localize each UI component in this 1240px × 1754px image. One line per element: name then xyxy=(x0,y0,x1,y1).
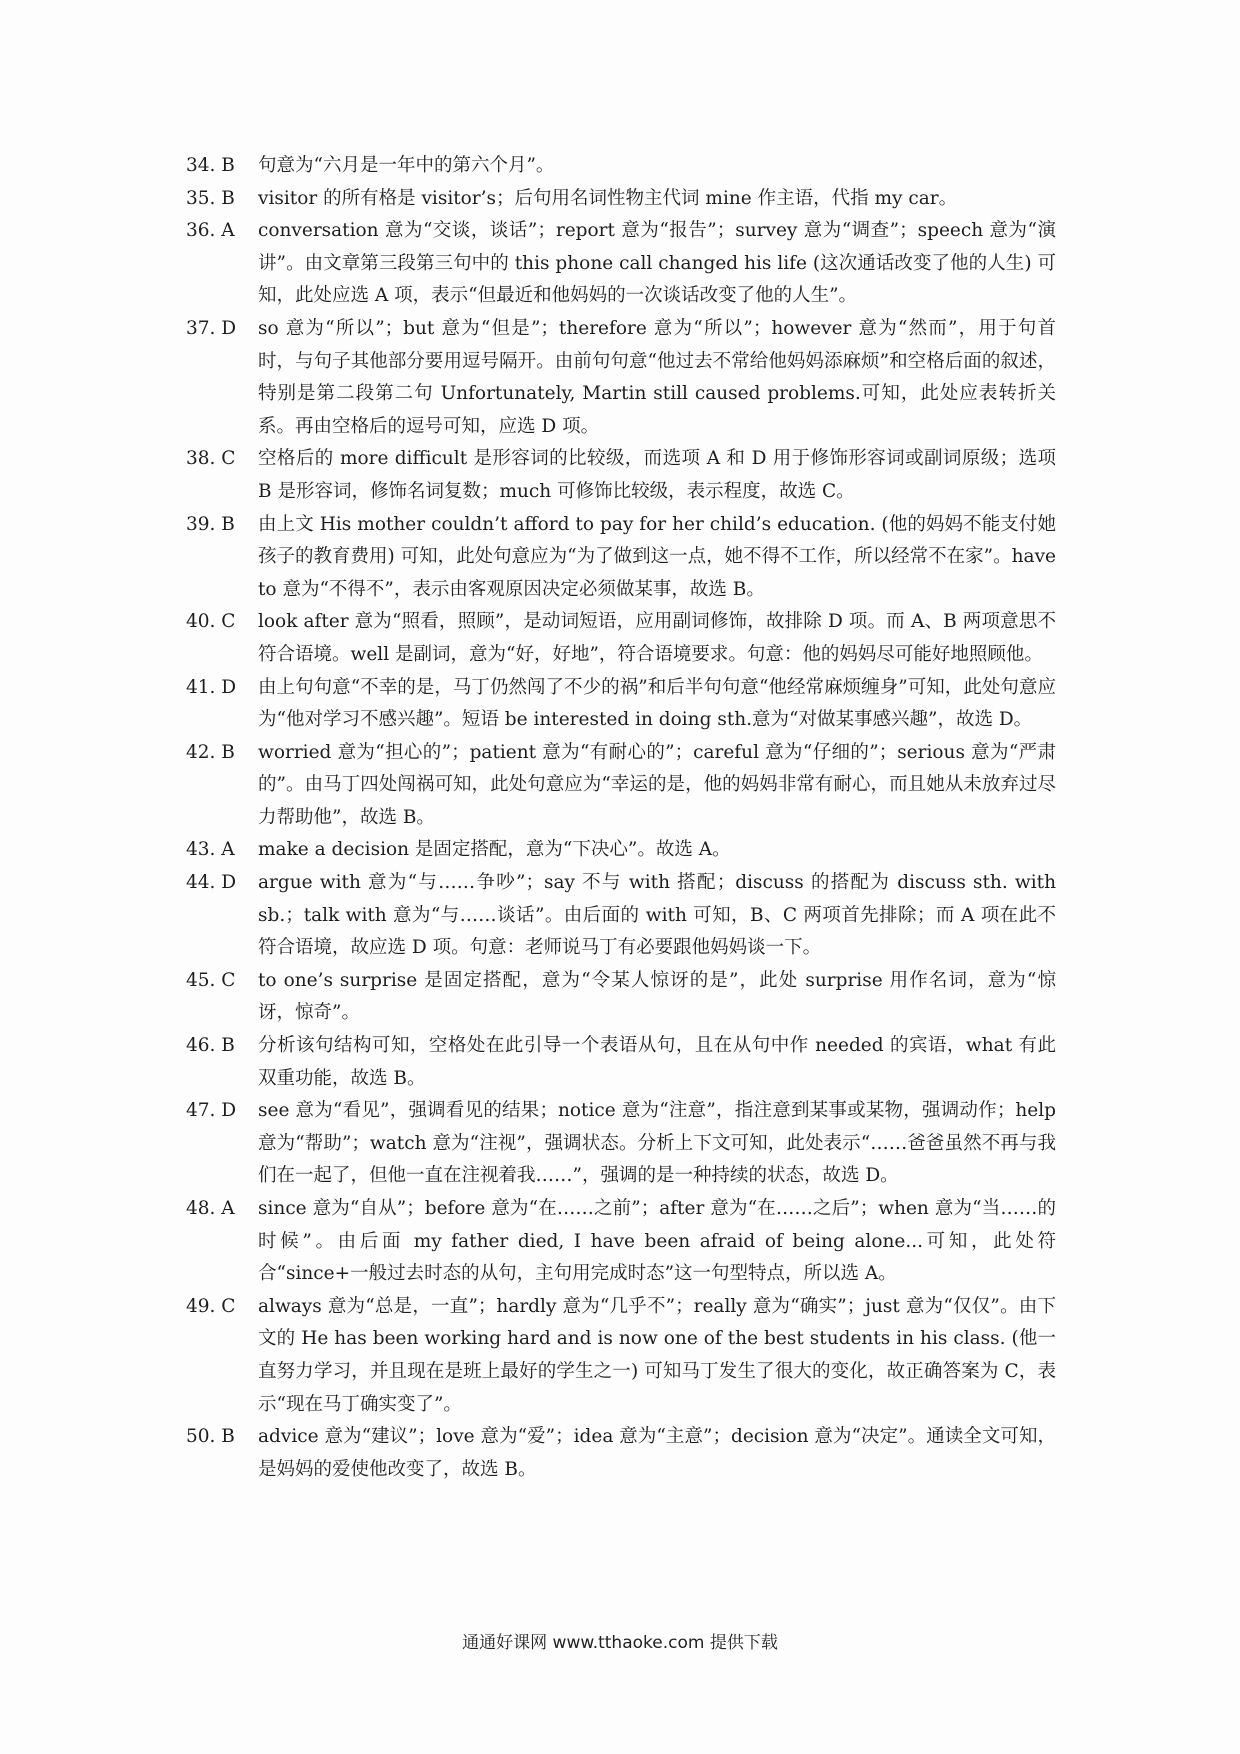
answer-item xyxy=(186,672,1056,737)
answer-item xyxy=(186,1030,1056,1095)
answer-item xyxy=(186,867,1056,965)
answer-explanation: make a decision 是固定搭配，意为“下决心”。故选 A。 xyxy=(258,839,731,861)
answer-number: 38. C xyxy=(186,448,236,470)
answer-item xyxy=(186,1193,1056,1291)
answer-explanation: 由上句句意“不幸的是，马丁仍然闯了不少的祸”和后半句句意“他经常麻烦缠身”可知，此处句意应为“他对学习不感兴趣”。短语 be interested in doing sth.意为“对做某事感兴趣”，故选 D。 xyxy=(258,676,1056,731)
answer-item xyxy=(186,1095,1056,1193)
page-footer: 通通好课网 www.tthaoke.com 提供下载 xyxy=(462,1633,778,1653)
answer-number: 49. C xyxy=(186,1295,236,1317)
answer-list xyxy=(186,150,1056,1486)
answer-number: 42. B xyxy=(186,741,235,763)
answer-explanation: 由上文 His mother couldn’t afford to pay for her child’s education. (他的妈妈不能支付她孩子的教育费用) 可知，此处句意应为“为了做到这一点，她不得不工作，所以经常不在家”。have to 意为“不得不”，表示由客观原因决定必须做某事，故选 B。 xyxy=(258,513,1056,600)
answer-number: 48. A xyxy=(186,1198,235,1219)
answer-explanation: look after 意为“照看，照顾”，是动词短语，应用副词修饰，故排除 D 项。而 A、B 两项意思不符合语境。well 是副词，意为“好，好地”，符合语境要求。句意：他的妈妈尽可能好地照顾他。 xyxy=(258,611,1056,665)
answer-item xyxy=(186,313,1056,443)
answer-number: 36. A xyxy=(186,220,235,242)
answer-item xyxy=(186,183,1056,216)
answer-number: 43. A xyxy=(186,839,235,861)
answer-number: 47. D xyxy=(186,1100,237,1122)
answer-item xyxy=(186,215,1056,313)
answer-item xyxy=(186,834,1056,867)
answer-number: 37. D xyxy=(186,317,237,339)
answer-item xyxy=(186,965,1056,1030)
answer-number: 34. B xyxy=(186,155,235,176)
answer-item xyxy=(186,606,1056,671)
answer-number: 45. C xyxy=(186,969,236,991)
answer-item xyxy=(186,1291,1056,1421)
answer-explanation: always 意为“总是，一直”；hardly 意为“几乎不”；really 意为“确实”；just 意为“仅仅”。由下文的 He has been working hard and is now one of the best students in his class. (他一直努力学习，并且现在是班上最好的学生之一) 可知马丁发生了很大的变化，故正确答案为 C，表示“现在马丁确实变了”。 xyxy=(258,1295,1056,1415)
answer-item xyxy=(186,1421,1056,1486)
answer-explanation: argue with 意为“与……争吵”；say 不与 with 搭配；discuss 的搭配为 discuss sth. with sb.；talk with 意为“与……谈话”。由后面的 with 可知，B、C 两项首先排除；而 A 项在此不符合语境，故应选 D 项。句意：老师说马丁有必要跟他妈妈谈一下。 xyxy=(258,872,1056,959)
answer-explanation: so 意为“所以”；but 意为“但是”；therefore 意为“所以”；however 意为“然而”，用于句首时，与句子其他部分要用逗号隔开。由前句句意“他过去不常给他妈妈添麻烦”和空格后面的叙述，特别是第二段第二句 Unfortunately, Martin still caused problems.可知，此处应表转折关系。再由空格后的逗号可知，应选 D 项。 xyxy=(258,317,1056,437)
answer-explanation: worried 意为“担心的”；patient 意为“有耐心的”；careful 意为“仔细的”；serious 意为“严肃的”。由马丁四处闯祸可知，此处句意应为“幸运的是，他的妈妈非常有耐心，而且她从未放弃过尽力帮助他”，故选 B。 xyxy=(258,741,1056,828)
answer-explanation: see 意为“看见”，强调看见的结果；notice 意为“注意”，指注意到某事或某物，强调动作；help 意为“帮助”；watch 意为“注视”，强调状态。分析上下文可知，此处表示“……爸爸虽然不再与我们在一起了，但他一直在注视着我……”，强调的是一种持续的状态，故选 D。 xyxy=(258,1100,1056,1187)
answer-item xyxy=(186,150,1056,183)
answer-number: 39. B xyxy=(186,513,235,535)
answer-explanation: visitor 的所有格是 visitor’s；后句用名词性物主代词 mine 作主语，代指 my car。 xyxy=(258,187,958,209)
answer-explanation: 分析该句结构可知，空格处在此引导一个表语从句，且在从句中作 needed 的宾语，what 有此双重功能，故选 B。 xyxy=(258,1035,1056,1089)
answer-explanation: conversation 意为“交谈，谈话”；report 意为“报告”；survey 意为“调查”；speech 意为“演讲”。由文章第三段第三句中的 this phone call changed his life (这次通话改变了他的人生) 可知，此处应选 A 项，表示“但最近和他妈妈的一次谈话改变了他的人生”。 xyxy=(258,220,1056,307)
answer-number: 50. B xyxy=(186,1426,235,1448)
answer-number: 44. D xyxy=(186,872,237,894)
answer-number: 40. C xyxy=(186,611,236,633)
answer-item xyxy=(186,737,1056,835)
answer-number: 41. D xyxy=(186,676,237,698)
answer-number: 35. B xyxy=(186,187,235,209)
answer-explanation: 空格后的 more difficult 是形容词的比较级，而选项 A 和 D 用于修饰形容词或副词原级；选项 B 是形容词，修饰名词复数；much 可修饰比较级，表示程度，故选 C。 xyxy=(258,448,1056,502)
answer-item xyxy=(186,509,1056,607)
answer-explanation: since 意为“自从”；before 意为“在……之前”；after 意为“在……之后”；when 意为“当……的时候”。由后面 my father died, I have been afraid of being alone...可知，此处符合“since+一般过去时态的从句，主句用完成时态”这一句型特点，所以选 A。 xyxy=(258,1198,1056,1285)
answer-number: 46. B xyxy=(186,1035,235,1057)
answer-explanation: to one’s surprise 是固定搭配，意为“令某人惊讶的是”，此处 surprise 用作名词，意为“惊讶，惊奇”。 xyxy=(258,969,1056,1024)
answer-explanation: 句意为“六月是一年中的第六个月”。 xyxy=(258,155,555,176)
answer-explanation: advice 意为“建议”；love 意为“爱”；idea 意为“主意”；decision 意为“决定”。通读全文可知，是妈妈的爱使他改变了，故选 B。 xyxy=(258,1426,1056,1480)
answer-item xyxy=(186,443,1056,508)
